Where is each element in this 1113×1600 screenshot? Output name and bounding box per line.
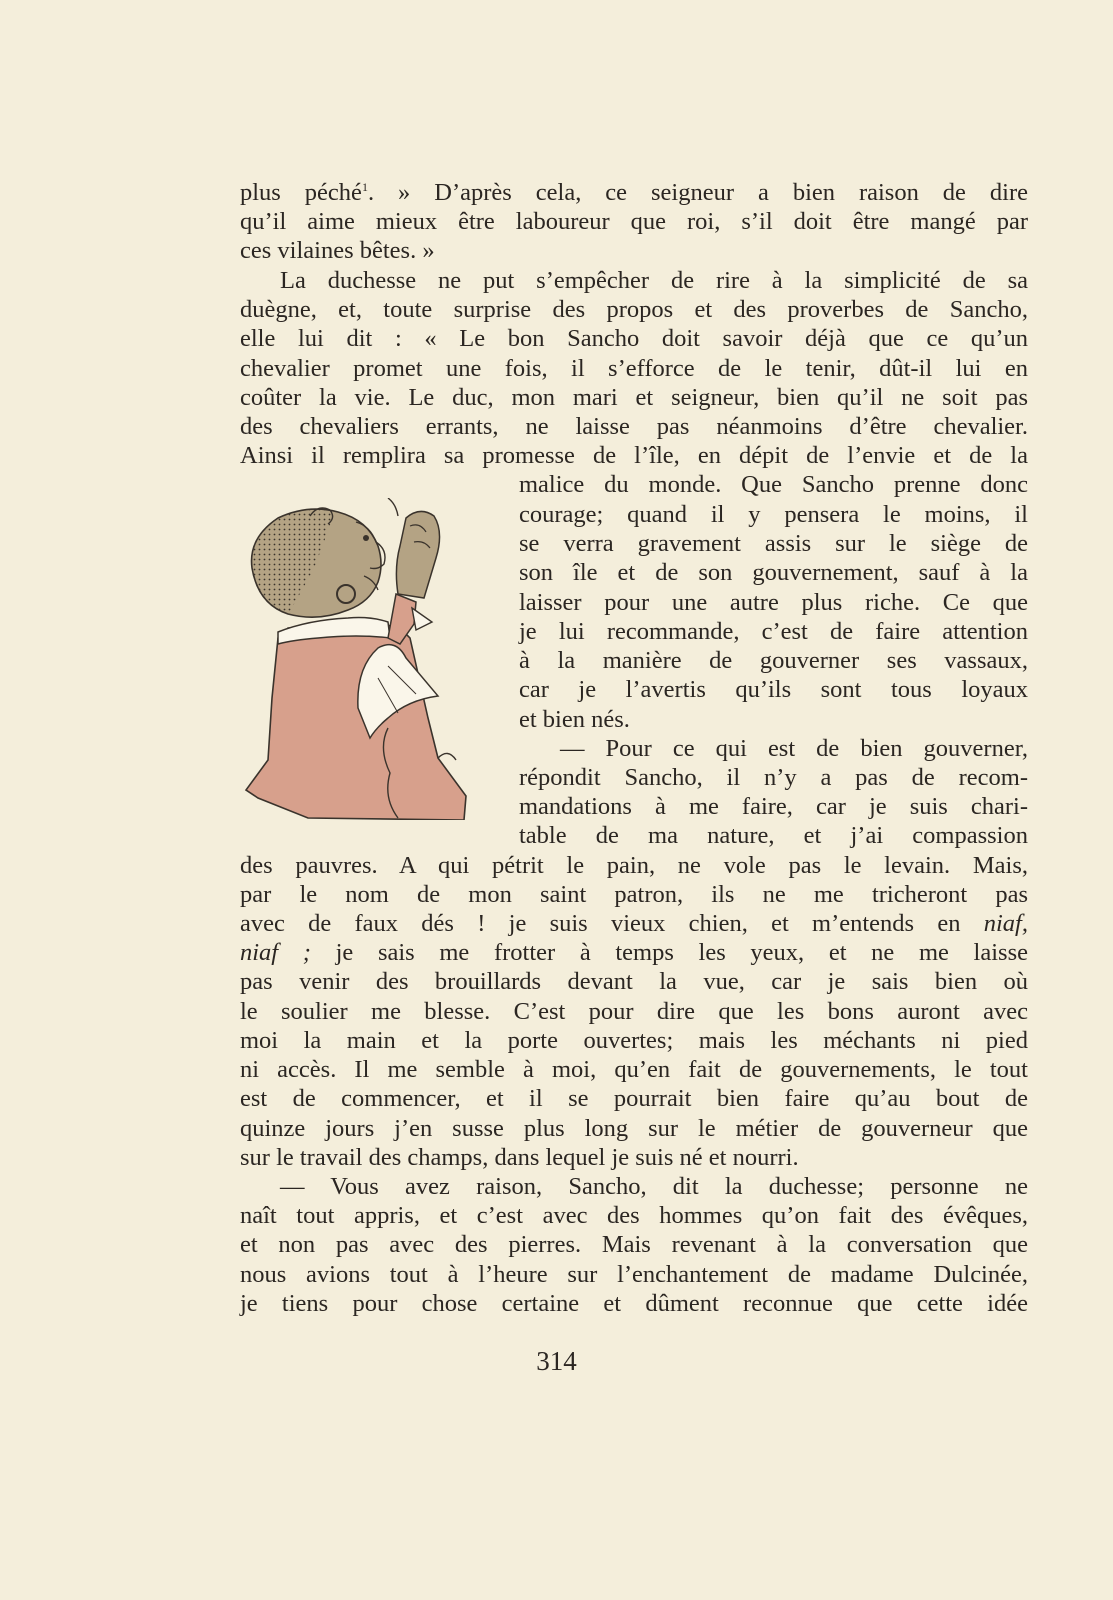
- text-line: qu’il aime mieux être laboureur que roi, s’il doit être mangé par: [240, 208, 1028, 235]
- text-line: chevalier promet une fois, il s’efforce de le tenir, dût-il lui en: [240, 355, 1028, 382]
- text-line: se verra gravement assis sur le siège de: [519, 530, 1028, 557]
- text-line: niaf ; je sais me frotter à temps les yeux, et ne me laisse: [240, 939, 1028, 966]
- text-line: sur le travail des champs, dans lequel je suis né et nourri.: [240, 1144, 799, 1171]
- text-line: ces vilaines bêtes. »: [240, 237, 435, 264]
- text-line: duègne, et, toute surprise des propos et des proverbes de Sancho,: [240, 296, 1028, 323]
- text-line: le soulier me blesse. C’est pour dire que les bons auront avec: [240, 998, 1028, 1025]
- text-line: répondit Sancho, il n’y a pas de recom-: [519, 764, 1028, 791]
- text-line: des chevaliers errants, ne laisse pas néanmoins d’être chevalier.: [240, 413, 1028, 440]
- text-line: à la manière de gouverner ses vassaux,: [519, 647, 1028, 674]
- text-line: plus péché$^1$. » D’après cela, ce seigneur a bien raison de dire: [240, 179, 1028, 206]
- text-line: moi la main et la porte ouvertes; mais les méchants ni pied: [240, 1027, 1028, 1054]
- text-line: courage; quand il y pensera le moins, il: [519, 501, 1028, 528]
- text-line: son île et de son gouvernement, sauf à la: [519, 559, 1028, 586]
- text-line: est de commencer, et il se pourrait bien faire qu’au bout de: [240, 1085, 1028, 1112]
- text-line: car je l’avertis qu’ils sont tous loyaux: [519, 676, 1028, 703]
- text-line: coûter la vie. Le duc, mon mari et seigneur, bien qu’il ne soit pas: [240, 384, 1028, 411]
- text-line: mandations à me faire, car je suis chari-: [519, 793, 1028, 820]
- duenna-illustration: [238, 498, 474, 820]
- text-line: nous avions tout à l’heure sur l’enchantement de madame Dulcinée,: [240, 1261, 1028, 1288]
- italic-text: niaf,: [983, 910, 1028, 937]
- text-line: La duchesse ne put s’empêcher de rire à la simplicité de sa: [280, 267, 1028, 294]
- text-line: malice du monde. Que Sancho prenne donc: [519, 471, 1028, 498]
- text-line: des pauvres. A qui pétrit le pain, ne vole pas le levain. Mais,: [240, 852, 1028, 879]
- text-line: Ainsi il remplira sa promesse de l’île, en dépit de l’envie et de la: [240, 442, 1028, 469]
- text-line: je lui recommande, c’est de faire attention: [519, 618, 1028, 645]
- text-line: je tiens pour chose certaine et dûment reconnue que cette idée: [240, 1290, 1028, 1317]
- page-number: 314: [536, 1346, 577, 1376]
- text-line: quinze jours j’en susse plus long sur le métier de gouverneur que: [240, 1115, 1028, 1142]
- text-line: et bien nés.: [519, 706, 630, 733]
- text-line: ni accès. Il me semble à moi, qu’en fait de gouvernements, le tout: [240, 1056, 1028, 1083]
- text-line: — Vous avez raison, Sancho, dit la duchesse; personne ne: [280, 1173, 1028, 1200]
- footnote-marker: 1: [361, 180, 368, 194]
- text-line: table de ma nature, et j’ai compassion: [519, 822, 1028, 849]
- text-line: elle lui dit : « Le bon Sancho doit savoir déjà que ce qu’un: [240, 325, 1028, 352]
- text-line: pas venir des brouillards devant la vue, car je sais bien où: [240, 968, 1028, 995]
- text-line: — Pour ce qui est de bien gouverner,: [560, 735, 1028, 762]
- text-line: avec de faux dés ! je suis vieux chien, et m’entends en niaf,: [240, 910, 1028, 937]
- text-line: naît tout appris, et c’est avec des hommes qu’on fait des évêques,: [240, 1202, 1028, 1229]
- text-line: et non pas avec des pierres. Mais revenant à la conversation que: [240, 1231, 1028, 1258]
- text-line: par le nom de mon saint patron, ils ne me tricheront pas: [240, 881, 1028, 908]
- text-line: laisser pour une autre plus riche. Ce que: [519, 589, 1028, 616]
- italic-text: niaf ;: [240, 939, 311, 966]
